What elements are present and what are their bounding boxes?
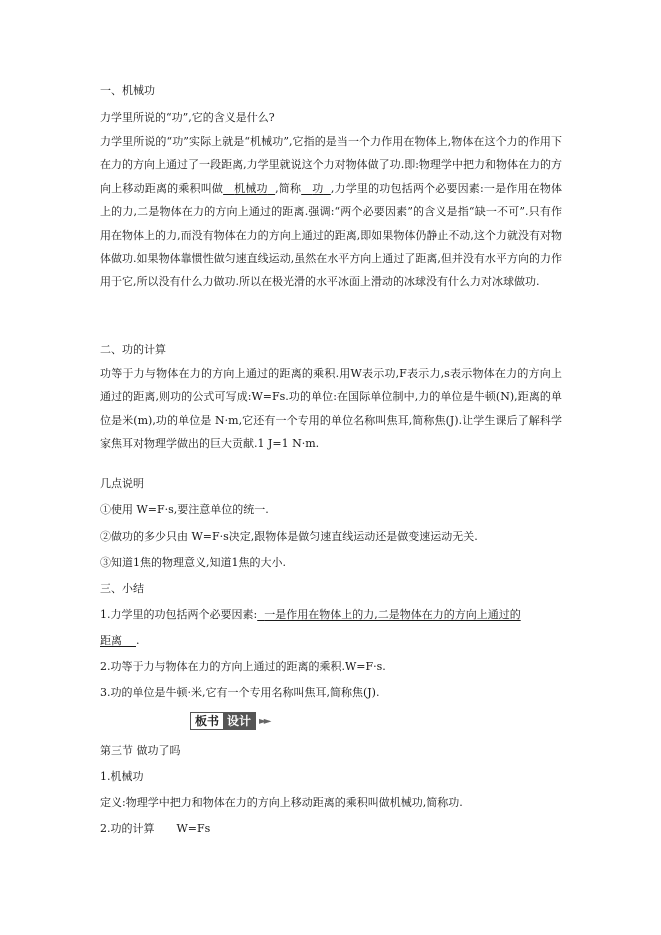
blank-mechanical-work [223,182,275,195]
summary-item-2: 2.功等于力与物体在力的方向上通过的距离的乘积.W=F·s. [100,660,386,673]
blank-work [301,182,331,195]
section1-text-c: ,力学里的功包括两个必要因素:一是作用在物体上的力,二是物体在力的方向上通过的距离.强调:“两个必要因素”的含义是指“缺一不可”.只有作用在物体上的力,而没有物体在力的方向上通过的距离,即如果物体仍静止不动,这个力就没有对物体做功.如果物体靠惯性做匀速直线运动,虽然在水平方向上通过了距离,但并没有水平方向的力作用于它,所以没有什么力做功.所以在极光滑的水平冰面上滑动的冰球没有什么力对冰球做功. [100,181,563,289]
note-3: ③知道1焦的物理意义,知道1焦的大小. [100,556,286,569]
board-item1-title: 1.机械功 [100,770,144,783]
blank-work-text: 功 [312,181,324,195]
summary-item-3: 3.功的单位是牛顿·米,它有一个专用名称叫焦耳,简称焦(J). [100,686,380,699]
section3-heading: 三、小结 [100,582,144,595]
board-item2-title: 2.功的计算 [100,822,155,835]
summary-blank-line2 [100,634,136,647]
section1-text-a: 力学里所说的“功”实际上就是“机械功”,它指的是当一个力作用在物体上,物体在这个力的作用下在力的方向上通过了一段距离,力学里就说这个力对物体做了功.即:物理学中把力和物体在力的方向上移动距离的乘积叫做 [100,135,562,195]
summary-item-1-suffix: . [136,634,140,647]
section1-paragraph [100,130,562,294]
blank-mechanical-work-text: 机械功 [234,181,268,195]
double-arrow-icon: ►► [259,715,269,727]
note-1: ①使用 W=F·s,要注意单位的统一. [100,503,269,516]
board-title: 第三节 做功了吗 [100,744,181,757]
note-2: ②做功的多少只由 W=F·s决定,跟物体是做匀速直线运动还是做变速运动无关. [100,530,478,543]
banner-part1: 板书 [191,713,223,729]
summary-item-1 [100,608,521,622]
banner-part2: 设计 [223,713,255,729]
board-item2-formula: W=Fs [176,822,211,835]
section1-question: 力学里所说的“功”,它的含义是什么? [100,111,275,124]
summary-item-1-prefix: 1.力学里的功包括两个必要因素: [100,608,258,621]
board-item1-def: 定义:物理学中把力和物体在力的方向上移动距离的乘积叫做机械功,简称功. [100,796,463,809]
board-item2 [100,822,210,836]
summary-item-1-cont [100,634,140,648]
summary-blank-line2-text: 距离 [100,634,122,647]
notes-heading: 几点说明 [100,477,144,490]
section1-text-b: ,简称 [275,181,302,195]
board-design-label [190,712,256,730]
section2-paragraph: 功等于力与物体在力的方向上通过的距离的乘积.用W表示功,F表示力,s表示物体在力的方向上通过的距离,则功的公式可写成:W=Fs.功的单位:在国际单位制中,力的单位是牛顿(N),距离的单位是米(m),功的单位是 N·m,它还有一个专用的单位名称叫焦耳,简称焦(J).让学生课后了解科学家焦耳对物理学做出的巨大贡献.1 J=1 N·m. [100,367,562,451]
summary-blank-line1-text: 一是作用在物体上的力,二是物体在力的方向上通过的 [264,608,521,621]
section1-heading: 一、机械功 [100,84,155,97]
board-design-banner [190,711,268,731]
section2-heading: 二、功的计算 [100,343,166,356]
summary-blank-line1 [257,608,521,621]
